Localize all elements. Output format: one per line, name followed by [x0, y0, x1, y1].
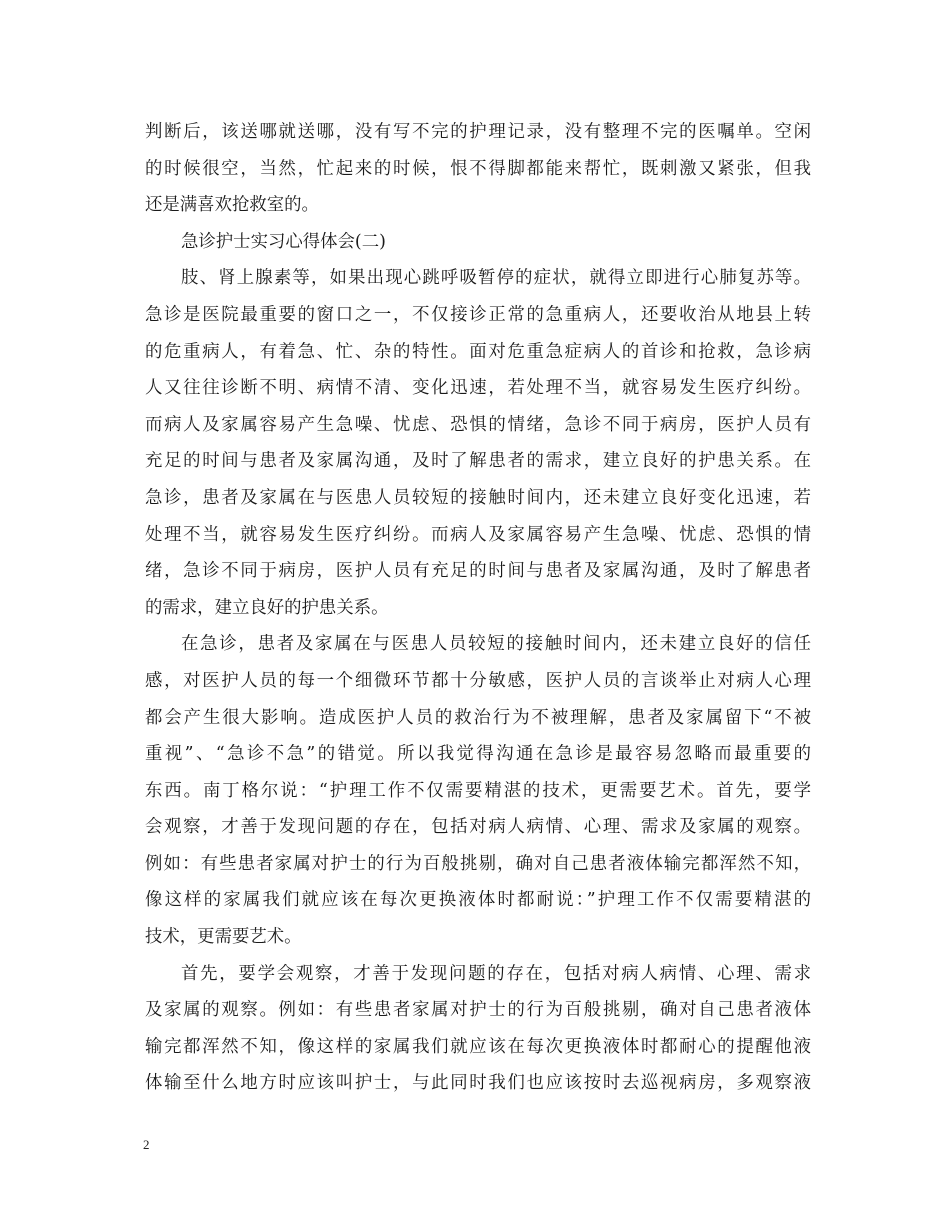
text-line: 肢、肾上腺素等，如果出现心跳呼吸暂停的症状，就得立即进行心肺复苏等。 [181, 268, 811, 289]
text-line: 及家属的观察。例如：有些患者家属对护士的行为百般挑剔，确对自己患者液体 [145, 1000, 811, 1021]
text-line: 感，对医护人员的每一个细微环节都十分敏感，医护人员的言谈举止对病人心理 [145, 670, 811, 691]
text-line: 重视”、“急诊不急”的错觉。所以我觉得沟通在急诊是最容易忽略而最重要的 [145, 744, 811, 765]
text-line: 会观察，才善于发现问题的存在，包括对病人病情、心理、需求及家属的观察。 [145, 817, 811, 838]
body-text [145, 114, 811, 1102]
text-line: 充足的时间与患者及家属沟通，及时了解患者的需求，建立良好的护患关系。在 [145, 451, 811, 472]
text-line: 急诊是医院最重要的窗口之一，不仅接诊正常的急重病人，还要收治从地县上转 [145, 304, 811, 325]
text-line: 的需求，建立良好的护患关系。 [145, 597, 389, 618]
text-line: 而病人及家属容易产生急噪、忧虑、恐惧的情绪，急诊不同于病房，医护人员有 [145, 414, 811, 435]
text-line: 在急诊，患者及家属在与医患人员较短的接触时间内，还未建立良好的信任 [181, 634, 811, 655]
text-line: 处理不当，就容易发生医疗纠纷。而病人及家属容易产生急噪、忧虑、恐惧的情 [145, 524, 811, 545]
text-line: 绪，急诊不同于病房，医护人员有充足的时间与患者及家属沟通，及时了解患者 [145, 561, 811, 582]
text-line: 的危重病人，有着急、忙、杂的特性。面对危重急症病人的首诊和抢救，急诊病 [145, 341, 811, 362]
text-line: 首先，要学会观察，才善于发现问题的存在，包括对病人病情、心理、需求 [181, 963, 811, 984]
text-line: 人又往往诊断不明、病情不清、变化迅速，若处理不当，就容易发生医疗纠纷。 [145, 378, 811, 399]
text-line: 急诊，患者及家属在与医患人员较短的接触时间内，还未建立良好变化迅速，若 [145, 487, 811, 508]
text-line: 技术，更需要艺术。 [145, 927, 302, 948]
text-line: 都会产生很大影响。造成医护人员的救治行为不被理解，患者及家属留下“不被 [145, 707, 811, 728]
text-line: 输完都浑然不知，像这样的家属我们就应该在每次更换液体时都耐心的提醒他液 [145, 1036, 811, 1057]
text-line: 体输至什么地方时应该叫护士，与此同时我们也应该按时去巡视病房，多观察液 [145, 1073, 811, 1094]
page-number: 2 [143, 1137, 150, 1152]
text-line: 判断后，该送哪就送哪，没有写不完的护理记录，没有整理不完的医嘱单。空闲 [145, 122, 811, 142]
text-line: 像这样的家属我们就应该在每次更换液体时都耐说：”护理工作不仅需要精湛的 [145, 890, 811, 911]
text-line: 东西。南丁格尔说：“护理工作不仅需要精湛的技术，更需要艺术。首先，要学 [145, 780, 811, 801]
text-line: 的时候很空，当然，忙起来的时候，恨不得脚都能来帮忙，既刺激又紧张，但我 [145, 158, 811, 179]
text-line: 还是满喜欢抢救室的。 [145, 195, 319, 216]
section-heading: 急诊护士实习心得体会(二) [181, 231, 386, 252]
text-line: 例如：有些患者家属对护士的行为百般挑剔，确对自己患者液体输完都浑然不知， [145, 853, 811, 874]
